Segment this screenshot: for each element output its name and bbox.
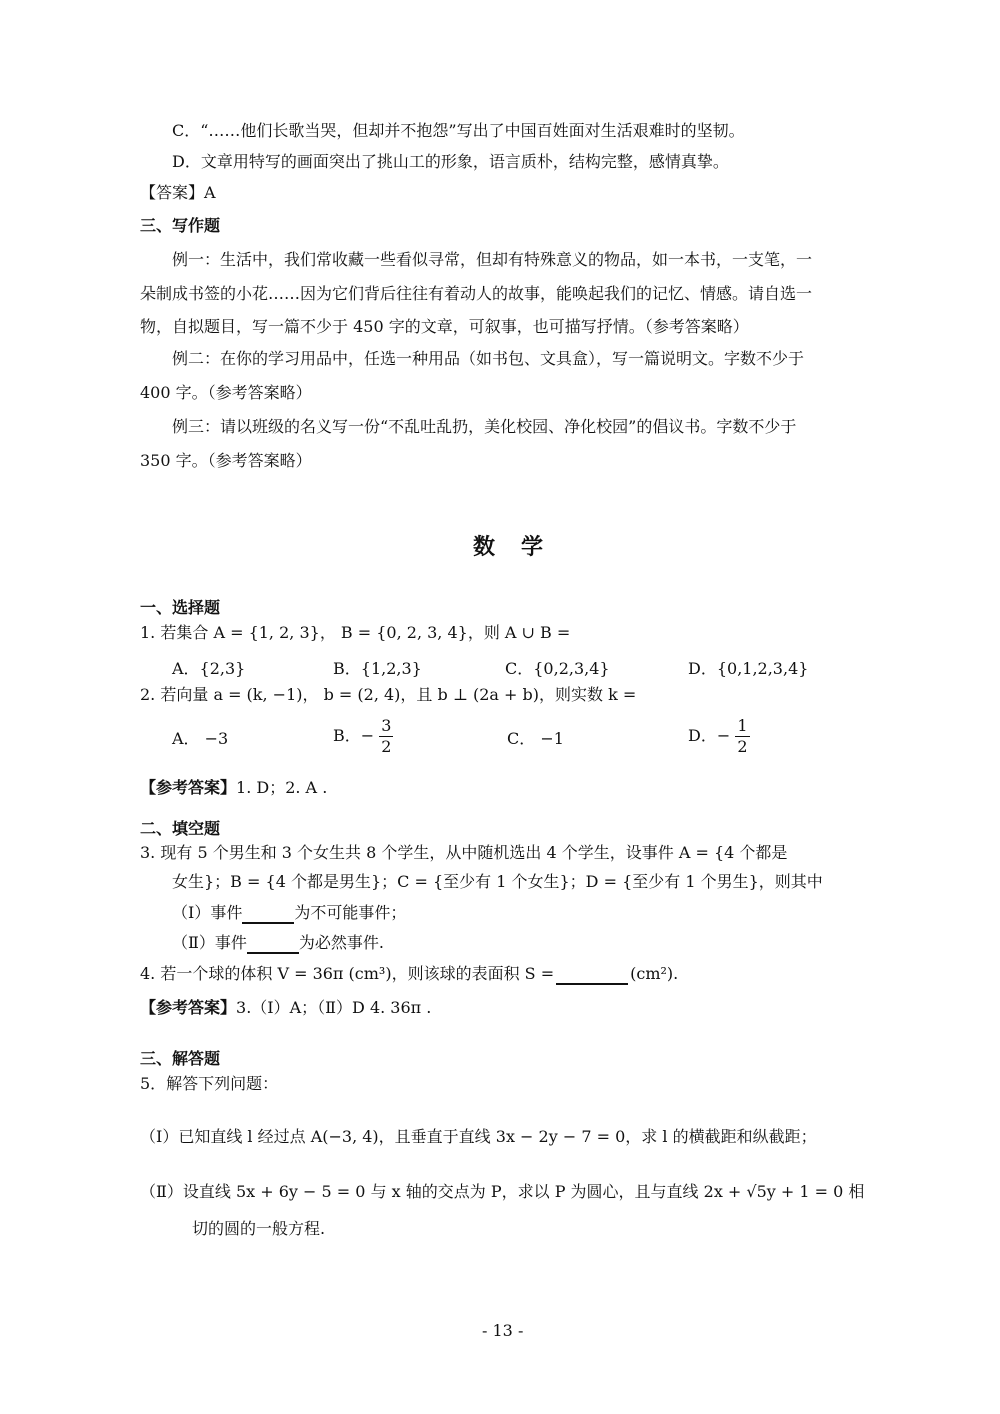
part2-suffix: 为必然事件. — [298, 933, 384, 952]
q2-option-d-fraction — [735, 716, 749, 757]
part1-prefix: （Ⅰ）事件 — [172, 903, 243, 922]
q2-option-b — [333, 716, 393, 757]
answer-2 — [140, 997, 431, 1019]
question-4 — [140, 963, 678, 985]
question-3-line: 3. 现有 5 个男生和 3 个女生共 8 个学生，从中随机选出 4 个学生，设事件 A = {4 个都是 — [140, 843, 788, 862]
section2-heading: 二、填空题 — [140, 819, 221, 838]
q2-option-b-fraction — [379, 716, 393, 757]
q2-option-c: C． −1 — [507, 729, 564, 748]
question-3-part2 — [172, 932, 384, 954]
option-d: D．文章用特写的画面突出了挑山工的形象，语言质朴，结构完整，感情真挚。 — [172, 152, 729, 171]
answer-label: 【参考答案】 — [140, 998, 237, 1017]
question-3-part1 — [172, 902, 406, 924]
example1-line: 朵制成书签的小花……因为它们背后往往有着动人的故事，能唤起我们的记忆、情感。请自选一 — [140, 284, 813, 303]
question-5-part2-line: 切的圆的一般方程. — [192, 1219, 326, 1238]
example1-line: 例一：生活中，我们常收藏一些看似寻常，但却有特殊意义的物品，如一本书，一支笔，一 — [172, 250, 813, 269]
example2-line: 400 字。（参考答案略） — [140, 383, 312, 402]
example2-line: 例二：在你的学习用品中，任选一种用品（如书包、文具盒），写一篇说明文。字数不少于 — [172, 349, 805, 368]
q1-option-a: A．{2,3} — [172, 659, 246, 678]
answer-1 — [140, 777, 327, 799]
section3-heading: 三、解答题 — [140, 1049, 221, 1068]
option-c: C．“……他们长歌当哭，但却并不抱怨”写出了中国百姓面对生活艰难时的坚韧。 — [172, 121, 745, 140]
question-1: 1. 若集合 A = {1, 2, 3}， B = {0, 2, 3, 4}，则 A ∪ B = — [140, 623, 571, 642]
fraction-denominator: 2 — [737, 737, 748, 756]
answer: 【答案】A — [140, 183, 216, 202]
q4-suffix: (cm²). — [630, 964, 679, 983]
example1-line: 物，自拟题目，写一篇不少于 450 字的文章，可叙事，也可描写抒情。（参考答案略） — [140, 317, 749, 336]
example3-line: 例三：请以班级的名义写一份“不乱吐乱扔，美化校园、净化校园”的倡议书。字数不少于 — [172, 417, 797, 436]
q1-option-c: C．{0,2,3,4} — [505, 659, 610, 678]
writing-heading: 三、写作题 — [140, 216, 221, 235]
fraction-numerator: 3 — [381, 716, 392, 735]
part2-prefix: （Ⅱ）事件 — [172, 933, 247, 952]
q2-option-a: A． −3 — [172, 729, 229, 748]
answer-blank — [242, 904, 294, 924]
section1-heading: 一、选择题 — [140, 598, 221, 617]
part1-suffix: 为不可能事件； — [294, 903, 407, 922]
answer-label: 【参考答案】 — [140, 778, 237, 797]
fraction-numerator: 1 — [737, 716, 748, 735]
q4-prefix: 4. 若一个球的体积 V = 36π (cm³)，则该球的表面积 S = — [140, 964, 555, 983]
math-title: 数学 — [473, 534, 570, 560]
answer-text: 3.（Ⅰ）A；（Ⅱ）D 4. 36π . — [236, 998, 432, 1017]
question-2: 2. 若向量 a = (k, −1)， b = (2, 4)，且 b ⊥ (2a + b)，则实数 k = — [140, 685, 637, 704]
page-number: - 13 - — [482, 1321, 524, 1340]
question-5: 5．解答下列问题： — [140, 1074, 279, 1093]
q2-option-d-prefix: D．− — [688, 726, 731, 745]
fraction-denominator: 2 — [381, 737, 392, 756]
answer-blank — [556, 965, 628, 985]
question-3-line: 女生}；B = {4 个都是男生}；C = {至少有 1 个女生}；D = {至少有 1 个男生}，则其中 — [172, 872, 823, 891]
answer-blank — [247, 934, 299, 954]
question-5-part2-line: （Ⅱ）设直线 5x + 6y − 5 = 0 与 x 轴的交点为 P，求以 P 为圆心，且与直线 2x + √5y + 1 = 0 相 — [140, 1182, 865, 1201]
example3-line: 350 字。（参考答案略） — [140, 451, 312, 470]
q2-option-d — [688, 716, 750, 757]
question-5-part1: （Ⅰ）已知直线 l 经过点 A(−3, 4)，且垂直于直线 3x − 2y − 7 = 0，求 l 的横截距和纵截距； — [140, 1127, 817, 1146]
q2-option-b-prefix: B．− — [333, 726, 375, 745]
q1-option-b: B．{1,2,3} — [333, 659, 422, 678]
q1-option-d: D．{0,1,2,3,4} — [688, 659, 809, 678]
answer-text: 1. D；2. A . — [236, 778, 328, 797]
